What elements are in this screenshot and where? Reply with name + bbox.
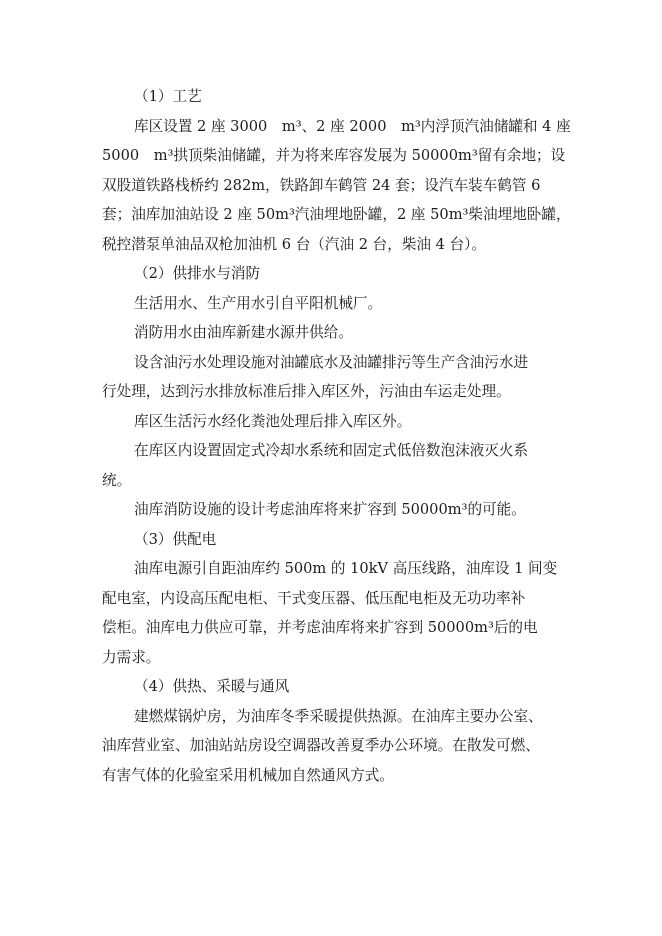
- paragraph-line: 有害气体的化验室采用机械加自然通风方式。: [102, 766, 394, 784]
- paragraph-line: 偿柜。油库电力供应可靠，并考虑油库将来扩容到 50000m³后的电: [102, 619, 538, 636]
- paragraph-line: 行处理，达到污水排放标准后排入库区外，污油由车运走处理。: [102, 383, 511, 400]
- paragraph-line: 力需求。: [102, 648, 161, 666]
- paragraph-line: 统。: [102, 471, 132, 489]
- section-heading: （3）供配电: [134, 530, 217, 548]
- section-heading: （4）供热、采暖与通风: [134, 678, 290, 695]
- paragraph-line: 设含油污水处理设施对油罐底水及油罐排污等生产含油污水进: [134, 353, 529, 371]
- paragraph-line: 双股道铁路栈桥约 282m，铁路卸车鹤管 24 套；设汽车装车鹤管 6: [102, 176, 541, 194]
- section-heading: （2）供排水与消防: [134, 265, 261, 282]
- paragraph-line: 配电室，内设高压配电柜、干式变压器、低压配电柜及无功功率补: [102, 589, 526, 607]
- paragraph-line: 消防用水由油库新建水源井供给。: [134, 324, 353, 341]
- paragraph-line: 油库消防设施的设计考虑油库将来扩容到 50000m³的可能。: [134, 501, 526, 518]
- paragraph-line: 油库营业室、加油站站房设空调器改善夏季办公环境。在散发可燃、: [102, 737, 540, 754]
- paragraph-line: 库区设置 2 座 3000 m³、2 座 2000 m³内浮顶汽油储罐和 4 座: [134, 117, 571, 135]
- paragraph-line: 建燃煤锅炉房，为油库冬季采暖提供热源。在油库主要办公室、: [134, 707, 543, 725]
- paragraph-line: 生活用水、生产用水引自平阳机械厂。: [134, 294, 383, 312]
- paragraph-line: 油库电源引自距油库约 500m 的 10kV 高压线路，油库设 1 间变: [134, 560, 558, 577]
- section-heading: （1）工艺: [134, 88, 202, 105]
- body-text: [102, 82, 570, 790]
- paragraph-line: 库区生活污水经化粪池处理后排入库区外。: [134, 412, 412, 430]
- paragraph-line: 套；油库加油站设 2 座 50m³汽油埋地卧罐，2 座 50m³柴油埋地卧罐，: [102, 206, 571, 223]
- paragraph-line: 5000 m³拱顶柴油储罐，并为将来库容发展为 50000m³留有余地；设: [102, 147, 566, 164]
- paragraph-line: 税控潜泵单油品双枪加油机 6 台（汽油 2 台，柴油 4 台）。: [102, 235, 487, 253]
- paragraph-line: 在库区内设置固定式冷却水系统和固定式低倍数泡沫液灭火系: [134, 442, 529, 459]
